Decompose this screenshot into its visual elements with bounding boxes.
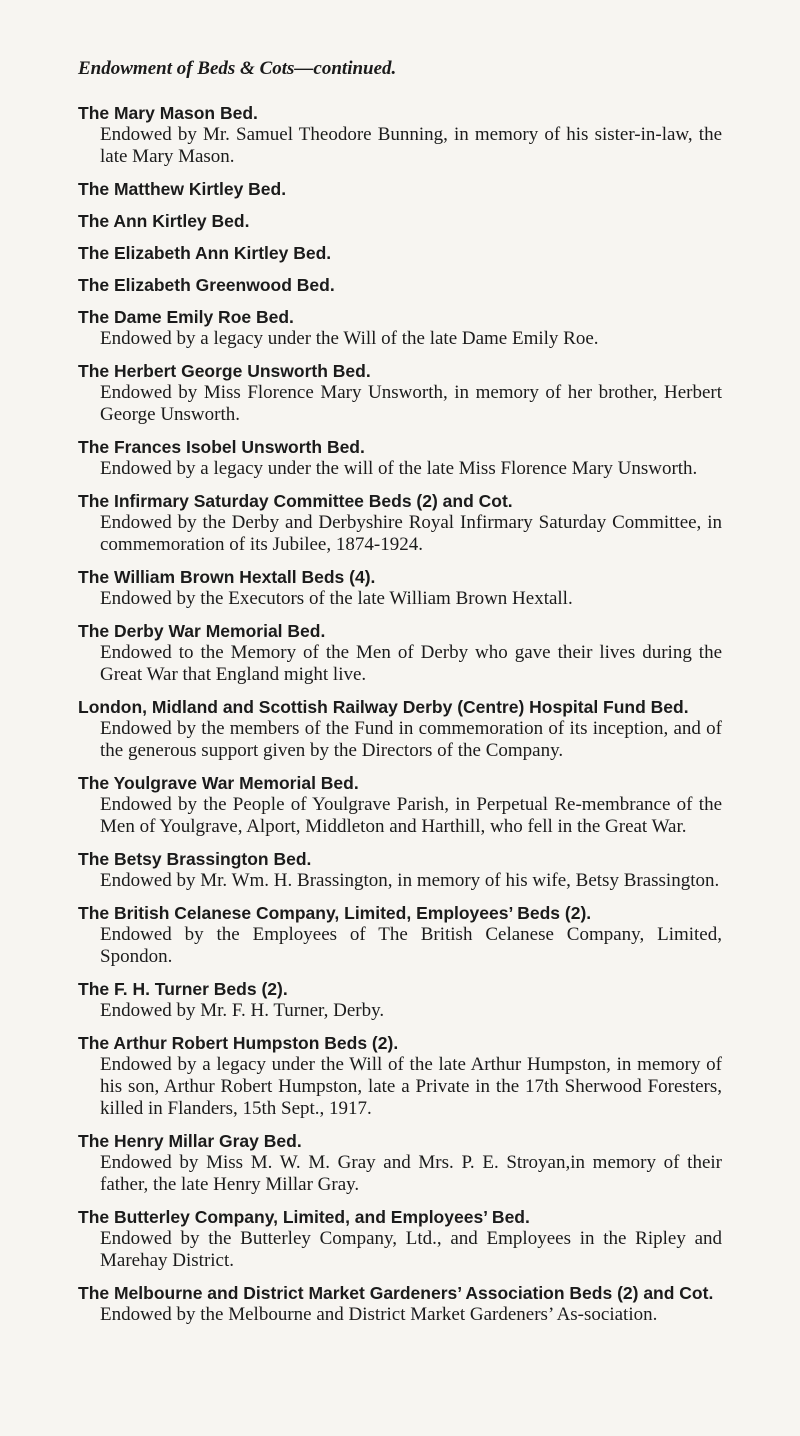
- entry-description: Endowed by Mr. F. H. Turner, Derby.: [100, 1000, 385, 1021]
- entry-description: Endowed by a legacy under the Will of the late Arthur Humpston, in memory of his son, Arthur Robert Humpston, late a Private in the 17th Sherwood Foresters, killed in Flanders, 15th Sept., 1917.: [100, 1054, 722, 1119]
- entry-description: Endowed by the People of Youlgrave Parish, in Perpetual Re-membrance of the Men of Youlgrave, Alport, Middleton and Harthill, who fell in the Great War.: [100, 794, 722, 837]
- entry-title: The Youlgrave War Memorial Bed.: [78, 773, 359, 793]
- running-head: Endowment of Beds & Cots—continued.: [78, 58, 397, 79]
- entry: [78, 620, 722, 686]
- entry-title: The Infirmary Saturday Committee Beds (2) and Cot.: [78, 491, 513, 511]
- entry-description: Endowed by Miss M. W. M. Gray and Mrs. P. E. Stroyan,in memory of their father, the late Henry Millar Gray.: [100, 1152, 722, 1195]
- entry: [78, 978, 722, 1022]
- entry-description: Endowed by a legacy under the will of the late Miss Florence Mary Unsworth.: [100, 458, 698, 479]
- entry-description: Endowed by the Melbourne and District Market Gardeners’ As-sociation.: [100, 1304, 658, 1325]
- entry: [78, 1032, 722, 1120]
- entry-title: The F. H. Turner Beds (2).: [78, 979, 288, 999]
- entry-title: The Matthew Kirtley Bed.: [78, 179, 287, 199]
- entry-title: The Derby War Memorial Bed.: [78, 621, 326, 641]
- entry-description: Endowed by Miss Florence Mary Unsworth, in memory of her brother, Herbert George Unsworth.: [100, 382, 722, 425]
- entry: [78, 902, 722, 968]
- entry-title: The Frances Isobel Unsworth Bed.: [78, 437, 365, 457]
- entry-title: The Elizabeth Ann Kirtley Bed.: [78, 243, 332, 263]
- entry-description: Endowed by the Butterley Company, Ltd., and Employees in the Ripley and Marehay District.: [100, 1228, 722, 1271]
- entry: [78, 696, 722, 762]
- entry-title: The Melbourne and District Market Gardeners’ Association Beds (2) and Cot.: [78, 1283, 714, 1303]
- entry: [78, 178, 722, 200]
- entry-title: The Mary Mason Bed.: [78, 103, 258, 123]
- entry-title: The Betsy Brassington Bed.: [78, 849, 312, 869]
- entry: [78, 566, 722, 610]
- entry-title: The British Celanese Company, Limited, Employees’ Beds (2).: [78, 903, 592, 923]
- entry: [78, 1130, 722, 1196]
- entry-description: Endowed by Mr. Wm. H. Brassington, in memory of his wife, Betsy Brassington.: [100, 870, 720, 891]
- entry-title: The Dame Emily Roe Bed.: [78, 307, 294, 327]
- entry-title: London, Midland and Scottish Railway Derby (Centre) Hospital Fund Bed.: [78, 697, 689, 717]
- entry-description: Endowed by the Executors of the late William Brown Hextall.: [100, 588, 573, 609]
- entry: [78, 102, 722, 168]
- entry-title: The Henry Millar Gray Bed.: [78, 1131, 302, 1151]
- entry: [78, 490, 722, 556]
- entry: [78, 274, 722, 296]
- entry: [78, 210, 722, 232]
- entry-title: The William Brown Hextall Beds (4).: [78, 567, 376, 587]
- entry-description: Endowed to the Memory of the Men of Derby who gave their lives during the Great War that England might live.: [100, 642, 722, 685]
- entry: [78, 306, 722, 350]
- entry-title: The Herbert George Unsworth Bed.: [78, 361, 371, 381]
- entry: [78, 1206, 722, 1272]
- entry: [78, 848, 722, 892]
- entry: [78, 242, 722, 264]
- entry: [78, 1282, 722, 1326]
- entry-description: Endowed by Mr. Samuel Theodore Bunning, in memory of his sister-in-law, the late Mary Mason.: [100, 124, 722, 167]
- entry-description: Endowed by the Employees of The British Celanese Company, Limited, Spondon.: [100, 924, 722, 967]
- entry-description: Endowed by a legacy under the Will of the late Dame Emily Roe.: [100, 328, 599, 349]
- entry: [78, 772, 722, 838]
- entry-title: The Ann Kirtley Bed.: [78, 211, 250, 231]
- entry: [78, 436, 722, 480]
- entry-description: Endowed by the Derby and Derbyshire Royal Infirmary Saturday Committee, in commemoration of its Jubilee, 1874-1924.: [100, 512, 722, 555]
- entry-title: The Elizabeth Greenwood Bed.: [78, 275, 335, 295]
- entry-description: Endowed by the members of the Fund in commemoration of its inception, and of the generous support given by the Directors of the Company.: [100, 718, 722, 761]
- entry-title: The Butterley Company, Limited, and Employees’ Bed.: [78, 1207, 530, 1227]
- entry: [78, 360, 722, 426]
- entry-title: The Arthur Robert Humpston Beds (2).: [78, 1033, 399, 1053]
